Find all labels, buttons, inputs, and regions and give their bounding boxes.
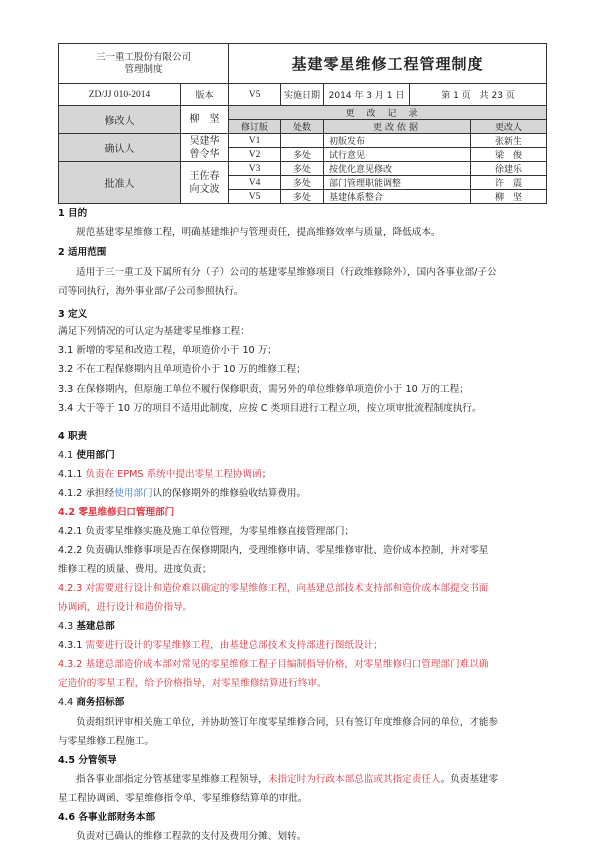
paragraph: 星工程协调函、零星维修指令单、零星维修结算单的审批。 xyxy=(58,793,308,804)
subsection-title: 商务招标部 xyxy=(76,697,125,708)
date-label: 实施日期 xyxy=(281,84,324,106)
item-text: 4.1.2 承担经 xyxy=(58,488,115,499)
version-value: V5 xyxy=(229,84,281,106)
list-item: 3.3 在保修期内，但原施工单位不履行保修职责，需另外的单位维修单项造价小于 10 万的工程； xyxy=(58,384,469,395)
col-header-version: 修订版 xyxy=(229,120,281,134)
record-version: V1 xyxy=(229,134,281,148)
approver-name-1: 王佐春 xyxy=(189,170,220,182)
col-header-person: 更改人 xyxy=(471,120,547,134)
company-cell xyxy=(59,44,229,84)
record-basis: 部门管理职能调整 xyxy=(324,176,471,190)
paragraph: 满足下列情况的可认定为基建零星维修工程： xyxy=(58,326,250,337)
paragraph: 司等同执行，海外事业部/子公司参照执行。 xyxy=(58,286,244,297)
section-heading: 1 目的 xyxy=(58,208,88,219)
confirmer-names xyxy=(181,134,229,162)
highlighted-text: 需要进行设计的零星维修工程，由基建总部技术支持部进行图纸设计； xyxy=(85,640,383,651)
paragraph: 规范基建零星维修工程，明确基建维护与管理责任，提高维修效率与质量，降低成本。 xyxy=(76,227,441,238)
record-basis: 初版发布 xyxy=(324,134,471,148)
record-person: 张新生 xyxy=(471,134,547,148)
document-header-table xyxy=(58,43,547,204)
subsection-heading: 4.5 分管领导 xyxy=(58,755,117,766)
record-count: 多处 xyxy=(281,176,324,190)
list-item xyxy=(58,485,306,499)
record-basis: 基建体系整合 xyxy=(324,190,471,204)
document-title: 基建零星维修工程管理制度 xyxy=(229,44,547,84)
record-count: 多处 xyxy=(281,162,324,176)
record-version: V2 xyxy=(229,148,281,162)
role-label-modifier: 修改人 xyxy=(59,106,181,134)
role-label-confirmer: 确认人 xyxy=(59,134,181,162)
version-label: 版本 xyxy=(181,84,229,106)
col-header-basis: 更改依据 xyxy=(324,120,471,134)
effective-date: 2014 年 3 月 1 日 xyxy=(324,84,410,106)
document-code: ZD/JJ 010-2014 xyxy=(59,84,181,106)
confirmer-name-1: 吴建华 xyxy=(189,135,220,147)
approver-names xyxy=(181,162,229,204)
paragraph: 与零星维修工程施工。 xyxy=(58,736,154,747)
item-text: 。负责基建零 xyxy=(440,774,499,785)
list-item: 定造价的零星工程，给予价格指导，对零星维修结算进行终审。 xyxy=(58,678,327,689)
list-item: 3.1 新增的零星和改造工程，单项造价小于 10 万； xyxy=(58,345,277,356)
record-version: V3 xyxy=(229,162,281,176)
section-heading: 3 定义 xyxy=(58,309,88,320)
record-basis: 试行意见 xyxy=(324,148,471,162)
list-item xyxy=(58,466,271,480)
list-item: 协调函，进行设计和造价指导。 xyxy=(58,602,193,613)
paragraph xyxy=(58,771,498,785)
record-basis: 按优化意见修改 xyxy=(324,162,471,176)
subsection-number: 4.4 xyxy=(58,697,77,708)
item-number: 4.1.1 xyxy=(58,469,86,480)
subsection-heading xyxy=(58,447,115,461)
subsection-title: 使用部门 xyxy=(76,450,115,461)
subsection-number: 4.3 xyxy=(58,621,77,632)
record-person: 许 震 xyxy=(471,176,547,190)
highlighted-text: 使用部门 xyxy=(114,488,153,499)
subsection-number: 4.1 xyxy=(58,450,77,461)
record-row xyxy=(59,162,547,176)
section-heading: 4 职责 xyxy=(58,431,88,442)
subsection-heading: 4.2 零星维修归口管理部门 xyxy=(58,507,175,518)
page-number: 第 1 页 共 23 页 xyxy=(410,84,547,106)
list-item: 3.4 大于等于 10 万的项目不适用此制度，应按 C 类项目进行工程立项，按立项审批流程制度执行。 xyxy=(58,403,482,414)
role-label-approver: 批准人 xyxy=(59,162,181,204)
list-item: 4.2.1 负责零星维修实施及施工单位管理，为零星维修直接管理部门； xyxy=(58,526,355,537)
highlighted-text: 未指定时为行政本部总监或其指定责任人 xyxy=(267,774,441,785)
confirmer-name-2: 曾令华 xyxy=(189,148,220,160)
list-item: 4.3.2 基建总部造价成本部对常见的零星维修工程子目编制指导价格，对零星维修归口管理部门难以确 xyxy=(58,659,489,670)
record-person: 柳 坚 xyxy=(471,190,547,204)
paragraph: 适用于三一重工及下属所有分（子）公司的基建零星维修项目（行政维修除外），国内各事业部/子公 xyxy=(76,267,497,278)
paragraph: 负责组织评审相关施工单位，并协助签订年度零星维修合同，只有签订年度维修合同的单位，才能参 xyxy=(76,717,499,728)
record-count xyxy=(281,134,324,148)
item-text: ； xyxy=(261,469,272,480)
modifier-name: 柳 坚 xyxy=(181,106,229,134)
item-number: 4.3.1 xyxy=(58,640,86,651)
change-record-title: 更改记录 xyxy=(229,106,547,120)
list-item: 4.2.3 对需要进行设计和造价难以确定的零星维修工程，向基建总部技术支持部和造价成本部提交书面 xyxy=(58,583,489,594)
subsection-heading xyxy=(58,694,124,708)
highlighted-text: 负责在 EPMS 系统中提出零星工程协调函 xyxy=(85,469,262,480)
subsection-heading: 4.6 各事业部财务本部 xyxy=(58,812,156,823)
list-item: 4.2.2 负责确认维修事项是否在保修期限内，受理维修申请、零星维修审批、造价成本控制，并对零星 xyxy=(58,545,489,556)
doc-type: 管理制度 xyxy=(124,63,163,75)
item-text: 认的保修期外的维修验收结算费用。 xyxy=(152,488,307,499)
item-text: 指各事业部指定分管基建零星维修工程领导， xyxy=(76,774,268,785)
list-item: 维修工程的质量、费用、进度负责； xyxy=(58,564,212,575)
approver-name-2: 向文波 xyxy=(189,183,220,195)
col-header-count: 处数 xyxy=(281,120,324,134)
subsection-heading xyxy=(58,618,115,632)
section-heading: 2 适用范围 xyxy=(58,247,107,258)
company-name: 三一重工股份有限公司 xyxy=(96,51,192,63)
list-item: 3.2 不在工程保修期内且单项造价小于 10 万的维修工程； xyxy=(58,364,306,375)
record-version: V4 xyxy=(229,176,281,190)
record-person: 梁 俊 xyxy=(471,148,547,162)
record-row xyxy=(59,134,547,148)
list-item xyxy=(58,637,383,651)
record-version: V5 xyxy=(229,190,281,204)
record-count: 多处 xyxy=(281,190,324,204)
record-person: 徐建乐 xyxy=(471,162,547,176)
record-count: 多处 xyxy=(281,148,324,162)
subsection-title: 基建总部 xyxy=(76,621,115,632)
paragraph: 负责对已确认的维修工程款的支付及费用分摊、划转。 xyxy=(76,831,307,842)
